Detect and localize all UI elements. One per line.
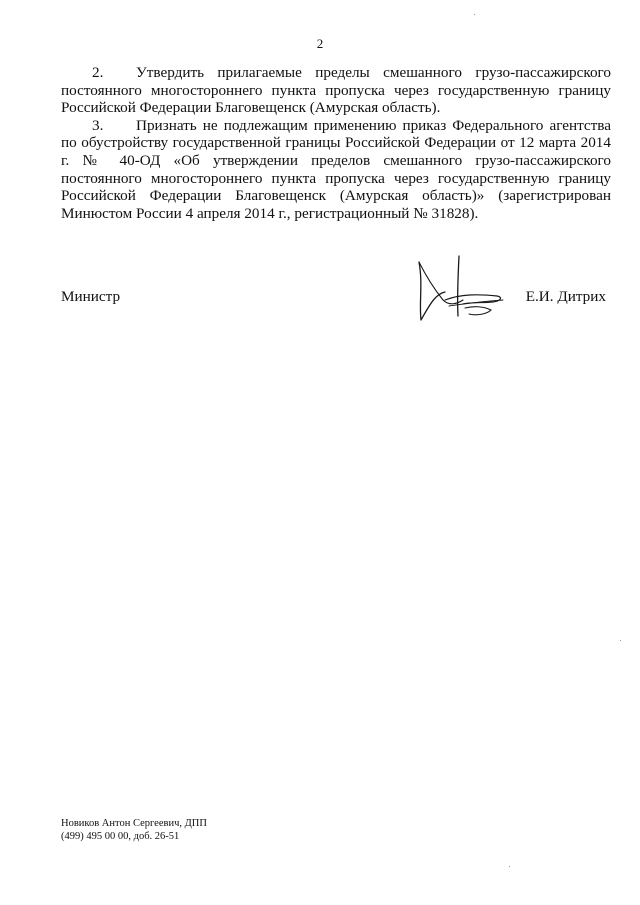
page-number: 2 (316, 36, 324, 51)
executor-name: Новиков Антон Сергеевич, ДПП (61, 818, 207, 829)
paragraph-item-3 (61, 117, 611, 223)
signer-name: Е.И. Дитрих (525, 288, 606, 305)
executor-footer (61, 817, 207, 843)
paragraph-text: Утвердить прилагаемые пределы смешанного грузо-пассажирского постоянного многостороннего пункта пропуска через государственную границу Российской Федерации Благовещенск (Амурская область). (61, 64, 611, 117)
signer-role: Министр (61, 288, 121, 305)
paragraph-text: Признать не подлежащим применению приказ Федерального агентства по обустройству государственной границы Российской Федерации от 12 марта 2014 г. № 40-ОД «Об утверждении пределов смешанного грузо-пассажирского постоянного многостороннего пункта пропуска через государственную границу Российской Федерации Благовещенск (Амурская область)» (зарегистрирован Минюстом России 4 апреля 2014 г., регистрационный № 31828). (61, 116, 611, 222)
document-body (61, 64, 611, 222)
paragraph-number: 2. (92, 64, 104, 81)
scan-speck (509, 866, 510, 867)
handwritten-signature (413, 254, 509, 324)
signature-block (61, 288, 611, 328)
scan-speck (620, 640, 621, 641)
paragraph-item-2 (61, 64, 611, 117)
paragraph-number: 3. (92, 116, 104, 134)
executor-phone: (499) 495 00 00, доб. 26-51 (61, 831, 180, 842)
scan-speck (474, 14, 475, 15)
